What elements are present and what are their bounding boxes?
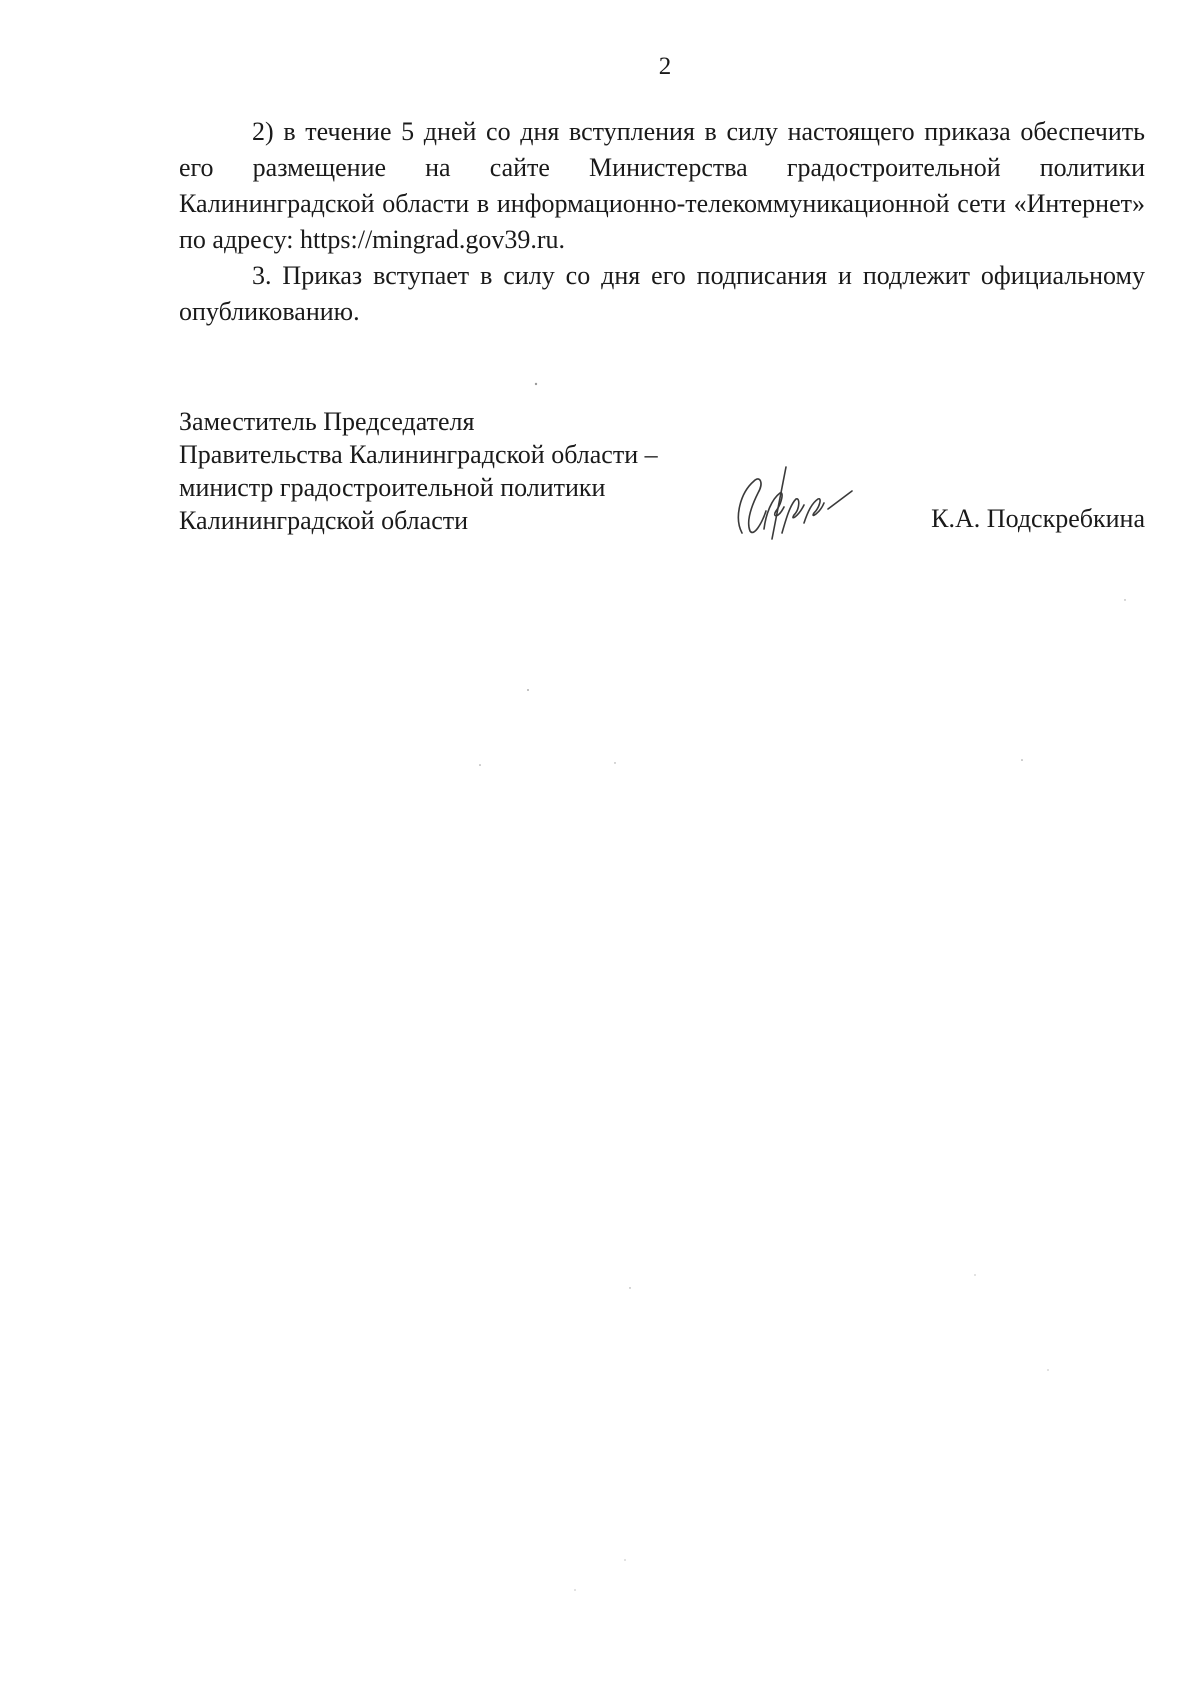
paragraph-item-2: 2) в течение 5 дней со дня вступления в силу настоящего приказа обеспечить его размещение на сайте Министерства градостроительной политики Калининградской области в информационно-телекоммуникационной сети «Интернет» по адресу: https://mingrad.gov39.ru. bbox=[179, 117, 1145, 254]
paragraph-item-3: 3. Приказ вступает в силу со дня его подписания и подлежит официальному опубликованию. bbox=[179, 261, 1145, 326]
signature-block bbox=[179, 405, 1145, 545]
handwritten-signature bbox=[724, 463, 854, 543]
position-line: Заместитель Председателя bbox=[179, 407, 475, 436]
document-body bbox=[179, 114, 1145, 330]
signatory-name: К.А. Подскребкина bbox=[931, 504, 1145, 533]
page-number: 2 bbox=[658, 53, 672, 80]
position-line: Калининградской области bbox=[179, 506, 469, 535]
position-line: министр градостроительной политики bbox=[179, 473, 606, 502]
position-line: Правительства Калининградской области – bbox=[179, 440, 658, 469]
signatory-position bbox=[179, 405, 658, 537]
